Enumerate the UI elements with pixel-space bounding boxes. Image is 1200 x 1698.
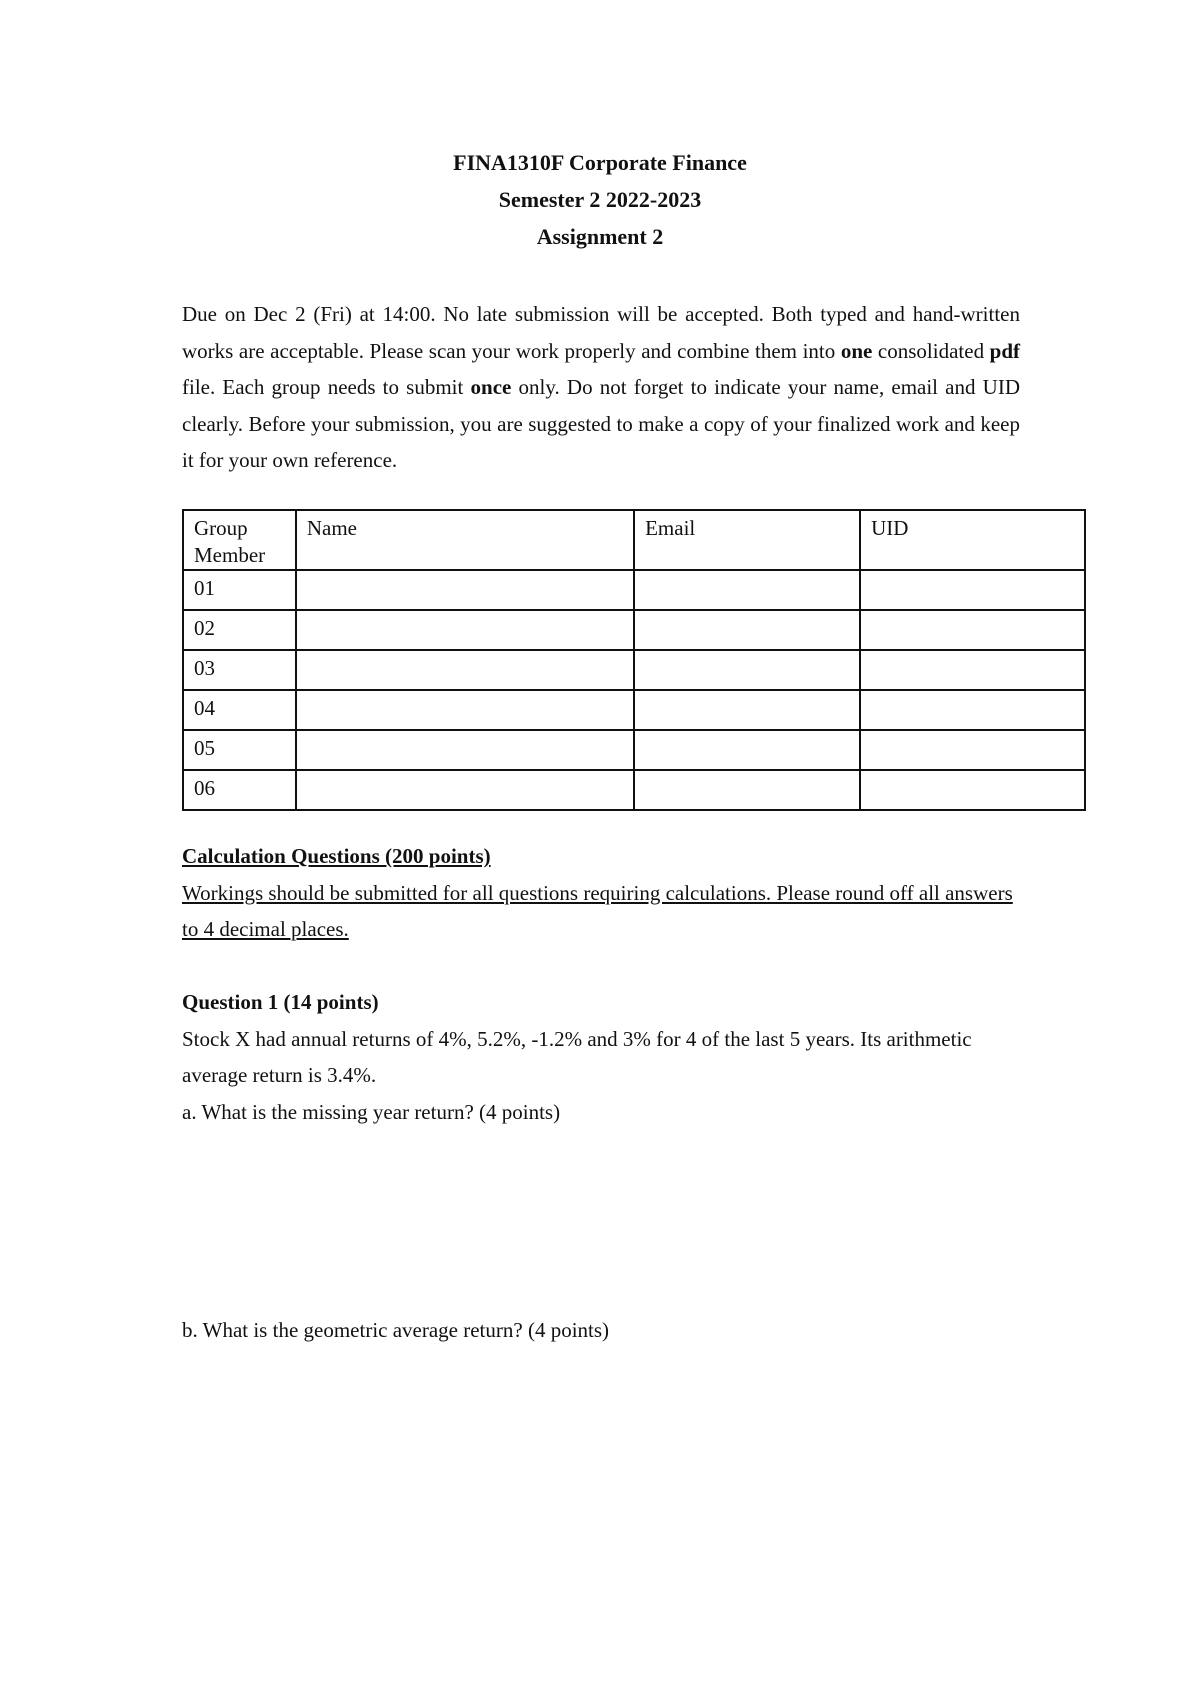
instructions-text-1: Due on Dec 2 (Fri) at 14:00. No late submission will be accepted. Both typed and hand-written works are acceptable. Please scan your work properly and combine them into xyxy=(182,302,1020,363)
instructions-bold-pdf: pdf xyxy=(989,338,1021,363)
calculation-section xyxy=(182,838,1020,948)
instructions-text-3: file. Each group needs to submit xyxy=(182,375,471,399)
uid-cell[interactable] xyxy=(860,690,1085,730)
name-cell[interactable] xyxy=(296,770,634,810)
email-cell[interactable] xyxy=(634,570,860,610)
uid-cell[interactable] xyxy=(860,730,1085,770)
uid-cell[interactable] xyxy=(860,650,1085,690)
member-number: 04 xyxy=(183,690,296,730)
name-cell[interactable] xyxy=(296,570,634,610)
instructions-text-4: only. Do not forget to indicate your name, email and UID clearly. Before your submission, you are suggested to make a copy of your finalized work and keep it for your own reference. xyxy=(182,375,1020,472)
header-name: Name xyxy=(296,510,634,570)
email-cell[interactable] xyxy=(634,690,860,730)
member-number: 02 xyxy=(183,610,296,650)
email-cell[interactable] xyxy=(634,650,860,690)
name-cell[interactable] xyxy=(296,730,634,770)
email-cell[interactable] xyxy=(634,730,860,770)
uid-cell[interactable] xyxy=(860,610,1085,650)
calculation-title: Calculation Questions (200 points) xyxy=(182,844,491,868)
name-cell[interactable] xyxy=(296,690,634,730)
semester-title: Semester 2 2022-2023 xyxy=(498,187,702,212)
instructions-bold-once: once xyxy=(470,375,512,399)
question-1 xyxy=(182,984,1020,1130)
calculation-note: Workings should be submitted for all questions requiring calculations. Please round off all answers to 4 decimal places. xyxy=(182,880,1013,941)
instructions-bold-one: one xyxy=(840,338,873,363)
question-1-body: Stock X had annual returns of 4%, 5.2%, -1.2% and 3% for 4 of the last 5 years. Its arithmetic average return is 3.4%. xyxy=(182,1026,972,1087)
uid-cell[interactable] xyxy=(860,770,1085,810)
uid-cell[interactable] xyxy=(860,570,1085,610)
email-cell[interactable] xyxy=(634,610,860,650)
table-row xyxy=(183,730,1085,770)
instructions-text-2: consolidated xyxy=(872,338,990,363)
table-row xyxy=(183,650,1085,690)
header-uid: UID xyxy=(860,510,1085,570)
member-number: 01 xyxy=(183,570,296,610)
header-email: Email xyxy=(634,510,860,570)
email-cell[interactable] xyxy=(634,770,860,810)
question-1-title: Question 1 (14 points) xyxy=(182,990,379,1014)
group-member-table xyxy=(182,509,1086,811)
course-title: FINA1310F Corporate Finance xyxy=(453,150,747,175)
question-1-part-a: a. What is the missing year return? (4 points) xyxy=(182,1099,561,1124)
table-row xyxy=(183,770,1085,810)
name-cell[interactable] xyxy=(296,610,634,650)
question-1-part-b: b. What is the geometric average return? (4 points) xyxy=(182,1318,610,1342)
table-row xyxy=(183,690,1085,730)
submission-instructions xyxy=(182,296,1020,479)
member-number: 03 xyxy=(183,650,296,690)
name-cell[interactable] xyxy=(296,650,634,690)
table-header-row xyxy=(183,510,1085,570)
member-number: 05 xyxy=(183,730,296,770)
header-group-member: Group Member xyxy=(183,510,296,570)
table-row xyxy=(183,610,1085,650)
assignment-title: Assignment 2 xyxy=(536,224,664,249)
table-row xyxy=(183,570,1085,610)
member-number: 06 xyxy=(183,770,296,810)
